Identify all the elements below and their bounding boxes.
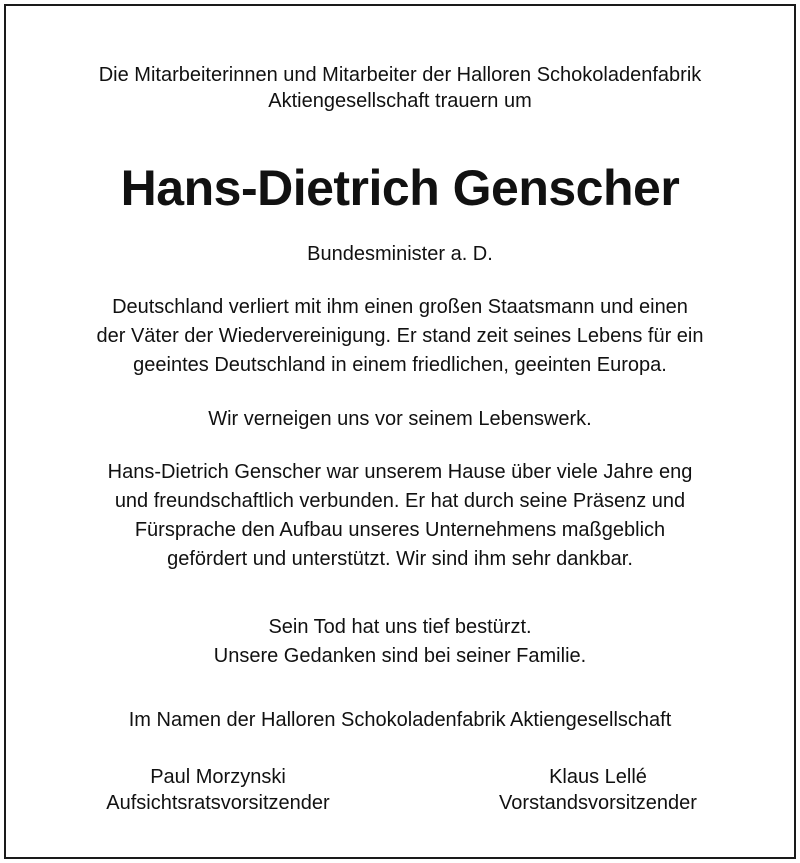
intro-line: Die Mitarbeiterinnen und Mitarbeiter der Halloren Schokoladenfabrik <box>98 64 702 86</box>
paragraph-line: Wir verneigen uns vor seinem Lebenswerk. <box>208 408 592 430</box>
signatory-left <box>53 764 383 816</box>
deceased-title: Bundesminister a. D. <box>307 243 493 265</box>
signatory-right <box>433 764 763 816</box>
intro-line: Aktiengesellschaft trauern um <box>268 90 532 112</box>
paragraph-line: geeintes Deutschland in einem friedlichen, geeinten Europa. <box>133 354 667 376</box>
signatory-name: Klaus Lellé <box>549 766 647 788</box>
paragraph-condolence <box>0 613 800 671</box>
paragraph-relationship <box>0 458 800 574</box>
paragraph-line: Deutschland verliert mit ihm einen großen Staatsmann und einen <box>112 296 688 318</box>
on-behalf-line: Im Namen der Halloren Schokoladenfabrik Aktiengesellschaft <box>128 709 672 731</box>
signatory-name: Paul Morzynski <box>150 766 286 788</box>
intro-text <box>0 62 800 114</box>
paragraph-tribute <box>0 293 800 380</box>
paragraph-line: Fürsprache den Aufbau unseres Unternehmens maßgeblich <box>134 519 666 541</box>
deceased-name: Hans-Dietrich Genscher <box>120 160 680 216</box>
paragraph-line: der Väter der Wiedervereinigung. Er stand zeit seines Lebens für ein <box>96 325 704 347</box>
paragraph-line: Unsere Gedanken sind bei seiner Familie. <box>213 645 587 667</box>
paragraph-bow <box>0 405 800 434</box>
signatory-role: Vorstandsvorsitzender <box>499 792 697 814</box>
signatory-role: Aufsichtsratsvorsitzender <box>106 792 330 814</box>
paragraph-line: gefördert und unterstützt. Wir sind ihm sehr dankbar. <box>167 548 633 570</box>
paragraph-line: Hans-Dietrich Genscher war unserem Hause über viele Jahre eng <box>107 461 693 483</box>
paragraph-line: und freundschaftlich verbunden. Er hat durch seine Präsenz und <box>114 490 686 512</box>
paragraph-line: Sein Tod hat uns tief bestürzt. <box>268 616 532 638</box>
